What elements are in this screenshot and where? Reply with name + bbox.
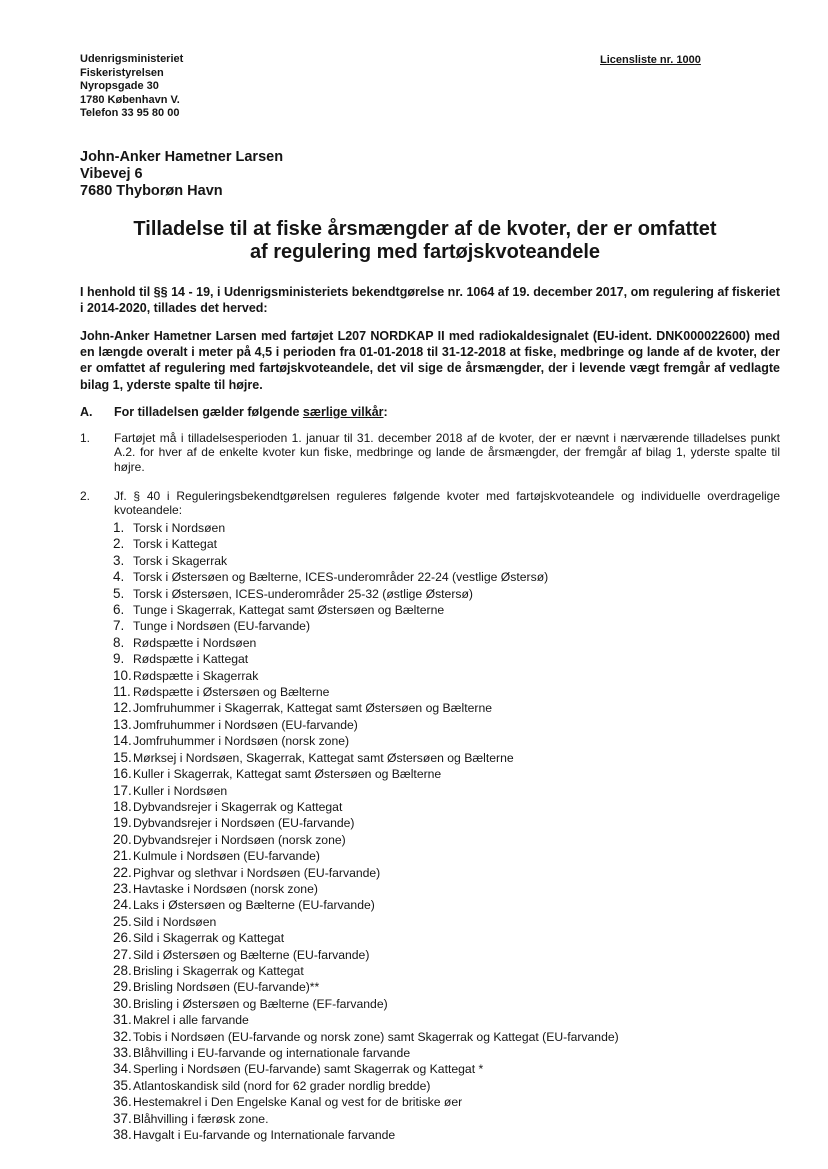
section-a-heading bbox=[80, 405, 388, 419]
quota-list-item bbox=[113, 1012, 619, 1028]
quota-number: 15. bbox=[113, 749, 132, 765]
quota-list bbox=[113, 520, 619, 1143]
quota-list-item bbox=[113, 651, 619, 667]
quota-number: 9. bbox=[113, 651, 125, 667]
quota-list-item bbox=[113, 602, 619, 618]
quota-number: 18. bbox=[113, 798, 132, 814]
quota-text: Havtaske i Nordsøen (norsk zone) bbox=[133, 881, 318, 896]
quota-number: 26. bbox=[113, 930, 132, 946]
quota-number: 29. bbox=[113, 979, 132, 995]
condition-number: 1. bbox=[80, 431, 91, 445]
quota-number: 8. bbox=[113, 634, 125, 650]
quota-list-item bbox=[113, 914, 619, 930]
quota-text: Sild i Nordsøen bbox=[133, 914, 217, 929]
sender-address bbox=[80, 53, 183, 121]
quota-list-item bbox=[113, 733, 619, 749]
quota-text: Kuller i Skagerrak, Kattegat samt Østersøen og Bælterne bbox=[133, 767, 442, 782]
legal-basis-paragraph: I henhold til §§ 14 - 19, i Udenrigsministeriets bekendtgørelse nr. 1064 af 19. december 2017, om regulering af fiskeriet i 2014-2020, tillades det herved: bbox=[80, 285, 780, 316]
quota-number: 24. bbox=[113, 897, 132, 913]
section-suffix: : bbox=[383, 405, 388, 419]
quota-number: 20. bbox=[113, 831, 132, 847]
quota-text: Rødspætte i Østersøen og Bælterne bbox=[133, 685, 330, 700]
quota-number: 27. bbox=[113, 946, 132, 962]
quota-list-item bbox=[113, 930, 619, 946]
quota-list-item bbox=[113, 1078, 619, 1094]
title-line-1: Tilladelse til at fiske årsmængder af de kvoter, der er omfattet bbox=[133, 218, 717, 240]
quota-text: Havgalt i Eu-farvande og Internationale farvande bbox=[133, 1128, 396, 1143]
quota-number: 17. bbox=[113, 782, 132, 798]
quota-text: Torsk i Nordsøen bbox=[133, 521, 226, 535]
quota-list-item bbox=[113, 996, 619, 1012]
quota-text: Mørksej i Nordsøen, Skagerrak, Kattegat samt Østersøen og Bælterne bbox=[133, 750, 514, 765]
quota-number: 23. bbox=[113, 880, 132, 896]
recipient-name: John-Anker Hametner Larsen bbox=[80, 149, 284, 165]
quota-number: 3. bbox=[113, 552, 125, 568]
grant-paragraph: John-Anker Hametner Larsen med fartøjet L207 NORDKAP II med radiokaldesignalet (EU-ident. DNK000022600) med en længde overalt i meter på 4,5 i perioden fra 01-01-2018 til 31-12-2018 at fiske, medbringe og lande af de kvoter, der er omfattet af regulering med fartøjskvoteandele, det vil sige de årsmængder, der i levende vægt fremgår af vedlagte bilag 1, yderste spalte til højre. bbox=[80, 329, 780, 392]
quota-number: 1. bbox=[113, 520, 125, 535]
quota-text: Jomfruhummer i Nordsøen (EU-farvande) bbox=[133, 717, 358, 732]
quota-list-item bbox=[113, 536, 619, 552]
quota-list-item bbox=[113, 1127, 619, 1143]
quota-list-item bbox=[113, 832, 619, 848]
quota-text: Kuller i Nordsøen bbox=[133, 783, 228, 798]
quota-list-item bbox=[113, 586, 619, 602]
quota-text: Jomfruhummer i Nordsøen (norsk zone) bbox=[133, 734, 350, 749]
quota-list-item bbox=[113, 1111, 619, 1127]
quota-list-item bbox=[113, 766, 619, 782]
quota-number: 5. bbox=[113, 585, 125, 601]
quota-list-item bbox=[113, 684, 619, 700]
quota-number: 32. bbox=[113, 1028, 132, 1044]
section-number: A. bbox=[80, 405, 93, 419]
quota-number: 6. bbox=[113, 602, 125, 618]
quota-number: 21. bbox=[113, 848, 132, 864]
quota-number: 14. bbox=[113, 733, 132, 749]
quota-text: Tunge i Skagerrak, Kattegat samt Østersøen og Bælterne bbox=[133, 603, 445, 618]
license-list-number: Licensliste nr. 1000 bbox=[600, 54, 701, 66]
quota-number: 13. bbox=[113, 716, 132, 732]
quota-text: Brisling Nordsøen (EU-farvande)** bbox=[133, 980, 320, 995]
quota-list-item bbox=[113, 897, 619, 913]
quota-list-item bbox=[113, 618, 619, 634]
quota-text: Torsk i Østersøen, ICES-underområder 25-32 (østlige Østersø) bbox=[133, 586, 473, 601]
quota-number: 7. bbox=[113, 618, 125, 634]
quota-text: Sperling i Nordsøen (EU-farvande) samt Skagerrak og Kattegat * bbox=[133, 1062, 484, 1077]
quota-number: 19. bbox=[113, 815, 132, 831]
quota-number: 16. bbox=[113, 766, 132, 782]
quota-list-item bbox=[113, 865, 619, 881]
quota-number: 28. bbox=[113, 962, 132, 978]
quota-list-item bbox=[113, 520, 619, 536]
quota-number: 4. bbox=[113, 569, 125, 585]
quota-text: Tunge i Nordsøen (EU-farvande) bbox=[133, 619, 311, 634]
quota-number: 38. bbox=[113, 1127, 132, 1143]
recipient-city: 7680 Thyborøn Havn bbox=[80, 183, 223, 199]
quota-text: Brisling i Skagerrak og Kattegat bbox=[133, 963, 304, 978]
quota-list-item bbox=[113, 1094, 619, 1110]
title-line-2: af regulering med fartøjskvoteandele bbox=[249, 241, 601, 263]
quota-text: Sild i Østersøen og Bælterne (EU-farvande) bbox=[133, 947, 370, 962]
quota-list-item bbox=[113, 569, 619, 585]
sender-line: Fiskeristyrelsen bbox=[80, 66, 164, 79]
recipient-street: Vibevej 6 bbox=[80, 166, 143, 182]
condition-text: Fartøjet må i tilladelsesperioden 1. januar til 31. december 2018 af de kvoter, der er nævnt i nærværende tilladelses punkt A.2. for hver af de enkelte kvoter kun fiske, medbringe og lande de årsmængder, der fremgår af bilag 1, yderste spalte til højre. bbox=[114, 431, 780, 474]
sender-line: Udenrigsministeriet bbox=[80, 53, 184, 65]
quota-text: Kulmule i Nordsøen (EU-farvande) bbox=[133, 849, 320, 864]
quota-text: Torsk i Skagerrak bbox=[133, 553, 228, 568]
recipient-address bbox=[80, 149, 283, 200]
quota-number: 34. bbox=[113, 1061, 132, 1077]
section-text: For tilladelsen gælder følgende bbox=[114, 405, 303, 419]
sender-line: Nyropsgade 30 bbox=[80, 80, 159, 92]
quota-text: Laks i Østersøen og Bælterne (EU-farvande) bbox=[133, 898, 375, 913]
quota-number: 31. bbox=[113, 1012, 132, 1028]
quota-list-item bbox=[113, 700, 619, 716]
quota-text: Sild i Skagerrak og Kattegat bbox=[133, 931, 285, 946]
document-title bbox=[60, 218, 790, 264]
quota-number: 33. bbox=[113, 1045, 132, 1060]
quota-text: Jomfruhummer i Skagerrak, Kattegat samt Østersøen og Bælterne bbox=[133, 701, 492, 716]
quota-text: Pighvar og slethvar i Nordsøen (EU-farvande) bbox=[133, 865, 381, 880]
quota-number: 36. bbox=[113, 1094, 132, 1110]
sender-line: Telefon 33 95 80 00 bbox=[80, 107, 180, 119]
quota-text: Brisling i Østersøen og Bælterne (EF-farvande) bbox=[133, 996, 388, 1011]
quota-text: Rødspætte i Skagerrak bbox=[133, 668, 259, 683]
condition-text: Jf. § 40 i Reguleringsbekendtgørelsen reguleres følgende kvoter med fartøjskvoteandele og individuelle overdragelige kvoteandele: bbox=[114, 489, 780, 518]
quota-list-item bbox=[113, 848, 619, 864]
quota-text: Rødspætte i Nordsøen bbox=[133, 635, 257, 650]
quota-text: Hestemakrel i Den Engelske Kanal og vest for de britiske øer bbox=[133, 1095, 463, 1110]
quota-text: Tobis i Nordsøen (EU-farvande og norsk zone) samt Skagerrak og Kattegat (EU-farvande) bbox=[133, 1029, 619, 1044]
quota-list-item bbox=[113, 799, 619, 815]
quota-text: Blåhvilling i færøsk zone. bbox=[133, 1111, 269, 1126]
quota-text: Torsk i Kattegat bbox=[133, 537, 217, 552]
quota-number: 22. bbox=[113, 864, 132, 880]
quota-text: Blåhvilling i EU-farvande og internationale farvande bbox=[133, 1046, 411, 1060]
quota-list-item bbox=[113, 979, 619, 995]
quota-number: 30. bbox=[113, 995, 132, 1011]
quota-list-item bbox=[113, 1045, 619, 1061]
quota-list-item bbox=[113, 553, 619, 569]
quota-number: 10. bbox=[113, 667, 132, 683]
quota-list-item bbox=[113, 668, 619, 684]
quota-list-item bbox=[113, 783, 619, 799]
quota-text: Dybvandsrejer i Nordsøen (EU-farvande) bbox=[133, 816, 355, 831]
quota-list-item bbox=[113, 750, 619, 766]
quota-text: Makrel i alle farvande bbox=[133, 1013, 249, 1028]
quota-number: 11. bbox=[113, 684, 131, 700]
condition-number: 2. bbox=[80, 489, 91, 503]
quota-list-item bbox=[113, 963, 619, 979]
quota-text: Rødspætte i Kattegat bbox=[133, 652, 249, 667]
quota-text: Dybvandsrejer i Nordsøen (norsk zone) bbox=[133, 832, 346, 847]
quota-number: 37. bbox=[113, 1110, 132, 1126]
quota-list-item bbox=[113, 635, 619, 651]
quota-text: Atlantoskandisk sild (nord for 62 grader nordlig bredde) bbox=[133, 1078, 431, 1093]
quota-list-item bbox=[113, 947, 619, 963]
sender-line: 1780 København V. bbox=[80, 93, 180, 106]
quota-list-item bbox=[113, 815, 619, 831]
quota-number: 35. bbox=[113, 1077, 132, 1093]
quota-number: 25. bbox=[113, 913, 132, 929]
quota-list-item bbox=[113, 1061, 619, 1077]
quota-text: Torsk i Østersøen og Bælterne, ICES-underområder 22-24 (vestlige Østersø) bbox=[133, 570, 549, 585]
section-underlined-text: særlige vilkår bbox=[302, 405, 384, 419]
quota-list-item bbox=[113, 1029, 619, 1045]
quota-number: 2. bbox=[113, 536, 125, 552]
quota-number: 12. bbox=[113, 700, 132, 716]
quota-list-item bbox=[113, 881, 619, 897]
quota-text: Dybvandsrejer i Skagerrak og Kattegat bbox=[133, 799, 343, 814]
quota-list-item bbox=[113, 717, 619, 733]
